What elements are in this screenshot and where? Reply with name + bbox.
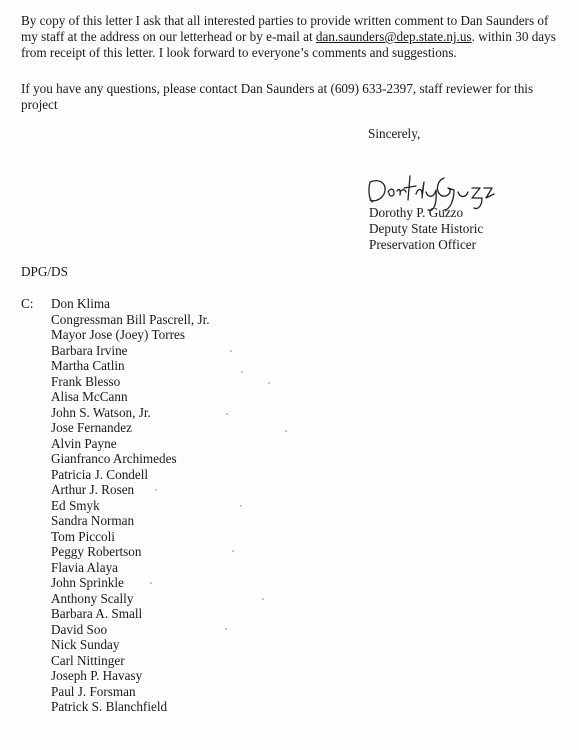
signer-title-line2: Preservation Officer xyxy=(369,237,477,252)
email-link[interactable]: dan.saunders@dep.state.nj.us xyxy=(315,29,472,44)
cc-recipient-list xyxy=(51,296,210,715)
cc-recipient: Alisa McCann xyxy=(51,389,128,404)
cc-recipient: Peggy Robertson xyxy=(51,544,142,559)
cc-recipient: Anthony Scally xyxy=(51,590,134,606)
comment-request-paragraph xyxy=(21,13,566,61)
paragraph1-text-start: By copy of this letter I ask that all interested parties to provide written comment to Dan Saunders of my staff at the address on our letterhead or by e-mail at xyxy=(21,13,549,44)
cc-recipient: Don Klima xyxy=(51,296,110,311)
closing-salutation: Sincerely, xyxy=(368,126,421,141)
cc-recipient: Barbara A. Small xyxy=(51,606,143,621)
cc-recipient: Alvin Payne xyxy=(51,435,117,451)
cc-recipient: Patrick S. Blanchfield xyxy=(51,699,168,714)
cc-recipient: Congressman Bill Pascrell, Jr. xyxy=(51,311,210,327)
cc-recipient: Carl Nittinger xyxy=(51,652,125,668)
cc-recipient: Joseph P. Havasy xyxy=(51,668,143,683)
cc-recipient: John Sprinkle xyxy=(51,575,124,590)
cc-recipient: Sandra Norman xyxy=(51,513,135,528)
cc-recipient: Paul J. Forsman xyxy=(51,683,136,699)
closing-block xyxy=(368,126,568,142)
cc-recipient: Mayor Jose (Joey) Torres xyxy=(51,327,185,342)
cc-recipient: Ed Smyk xyxy=(51,497,100,513)
cc-recipient: Tom Piccoli xyxy=(51,528,115,544)
cc-recipient: Frank Blesso xyxy=(51,373,121,389)
contact-paragraph: If you have any questions, please contact Dan Saunders at (609) 633-2397, staff reviewer for this project xyxy=(21,81,534,112)
cc-recipient: Patricia J. Condell xyxy=(51,466,149,482)
cc-recipient: Nick Sunday xyxy=(51,637,120,652)
cc-recipient: Martha Catlin xyxy=(51,358,125,373)
cc-recipient: David Soo xyxy=(51,621,108,637)
cc-recipient: Barbara Irvine xyxy=(51,342,128,358)
cc-recipient: Arthur J. Rosen xyxy=(51,482,135,497)
cc-recipient: John S. Watson, Jr. xyxy=(51,404,151,420)
cc-label: C: xyxy=(21,296,34,311)
paragraph1-text-end: . within 30 days from receipt of this letter. I look forward to everyone’s comments and suggestions. xyxy=(21,29,556,60)
cc-recipient: Gianfranco Archimedes xyxy=(51,451,177,466)
signer-block xyxy=(369,205,483,253)
signer-title-line1: Deputy State Historic xyxy=(369,221,484,236)
typist-initials: DPG/DS xyxy=(21,264,68,279)
cc-recipient: Flavia Alaya xyxy=(51,559,119,575)
signer-name: Dorothy P. Guzzo xyxy=(369,205,464,220)
cc-recipient: Jose Fernandez xyxy=(51,420,132,435)
